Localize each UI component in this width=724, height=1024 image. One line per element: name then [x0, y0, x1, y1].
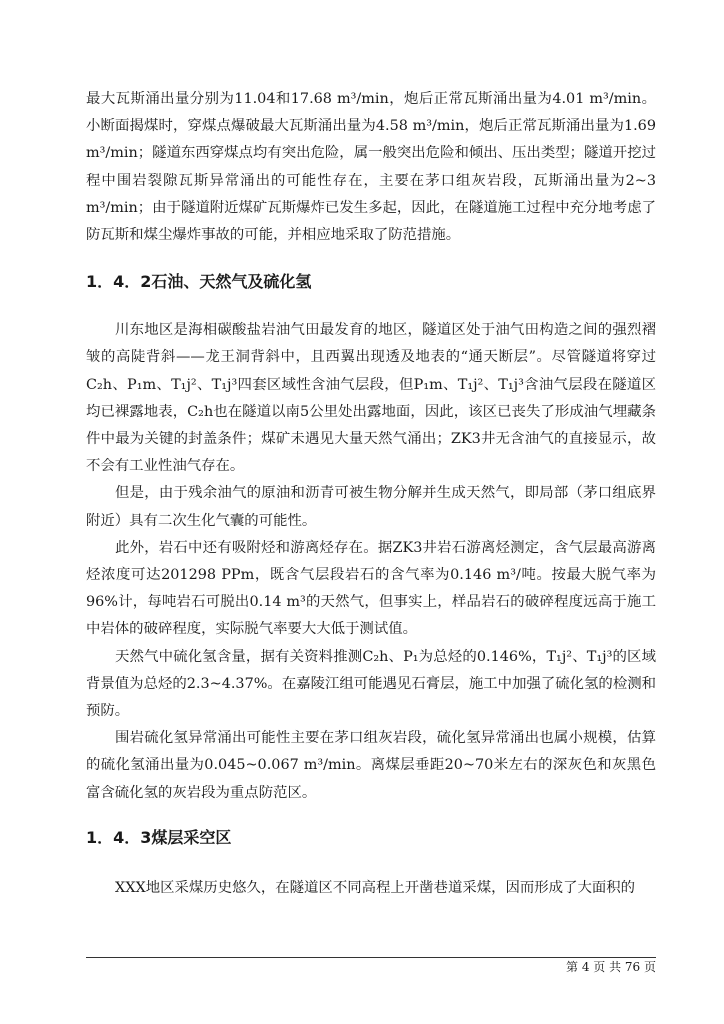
- paragraph: XXX地区采煤历史悠久，在隧道区不同高程上开凿巷道采煤，因而形成了大面积的: [115, 879, 636, 896]
- footer-divider: [86, 957, 656, 958]
- paragraph: 但是，由于残余油气的原油和沥青可被生物分解并生成天然气，即局部（茅口组底界附近）具有二次生化气囊的可能性。: [86, 485, 656, 529]
- paragraph: 天然气中硫化氢含量，据有关资料推测C₂h、P₁为总烃的0.146%，T₁j²、T₁j³的区域背景值为总烃的2.3~4.37%。在嘉陵江组可能遇见石膏层，施工中加强了硫化氢的检测和预防。: [86, 648, 656, 720]
- section-heading: 1．4．2石油、天然气及硫化氢: [86, 272, 312, 292]
- page-body: [86, 86, 656, 902]
- page-number: 第 4 页 共 76 页: [566, 960, 656, 974]
- paragraph: 围岩硫化氢异常涌出可能性主要在茅口组灰岩段，硫化氢异常涌出也属小规模，估算的硫化氢涌出量为0.045~0.067 m³/min。离煤层垂距20~70米左右的深灰色和灰黑色富含硫化氢的灰岩段为重点防范区。: [86, 730, 656, 801]
- section-heading: 1．4．3煤层采空区: [86, 827, 232, 847]
- paragraph: 川东地区是海相碳酸盐岩油气田最发育的地区，隧道区处于油气田构造之间的强烈褶皱的高陡背斜——龙王洞背斜中，且西翼出现透及地表的“通天断层”。尽管隧道将穿过C₂h、P₁m、T₁j²、T₁j³四套区域性含油气层段，但P₁m、T₁j²、T₁j³含油气层段在隧道区均已裸露地表，C₂h也在隧道以南5公里处出露地面，因此，该区已丧失了形成油气埋藏条件中最为关键的封盖条件；煤矿未遇见大量天然气涌出；ZK3井无含油气的直接显示，故不会有工业性油气存在。: [86, 322, 656, 475]
- paragraph: 此外，岩石中还有吸附烃和游离烃存在。据ZK3井岩石游离烃测定，含气层最高游离烃浓度可达201298 PPm，既含气层段岩石的含气率为0.146 m³/吨。按最大脱气率为96%计，每吨岩石可脱出0.14 m³的天然气，但事实上，样品岩石的破碎程度远高于施工中岩体的破碎程度，实际脱气率要大大低于测试值。: [86, 539, 656, 638]
- paragraph: 最大瓦斯涌出量分别为11.04和17.68 m³/min，炮后正常瓦斯涌出量为4.01 m³/min。小断面揭煤时，穿煤点爆破最大瓦斯涌出量为4.58 m³/min，炮后正常瓦斯涌出量为1.69 m³/min；隧道东西穿煤点均有突出危险，属一般突出危险和倾出、压出类型；隧道开挖过程中围岩裂隙瓦斯异常涌出的可能性存在，主要在茅口组灰岩段，瓦斯涌出量为2~3 m³/min；由于隧道附近煤矿瓦斯爆炸已发生多起，因此，在隧道施工过程中充分地考虑了防瓦斯和煤尘爆炸事故的可能，并相应地采取了防范措施。: [86, 91, 656, 244]
